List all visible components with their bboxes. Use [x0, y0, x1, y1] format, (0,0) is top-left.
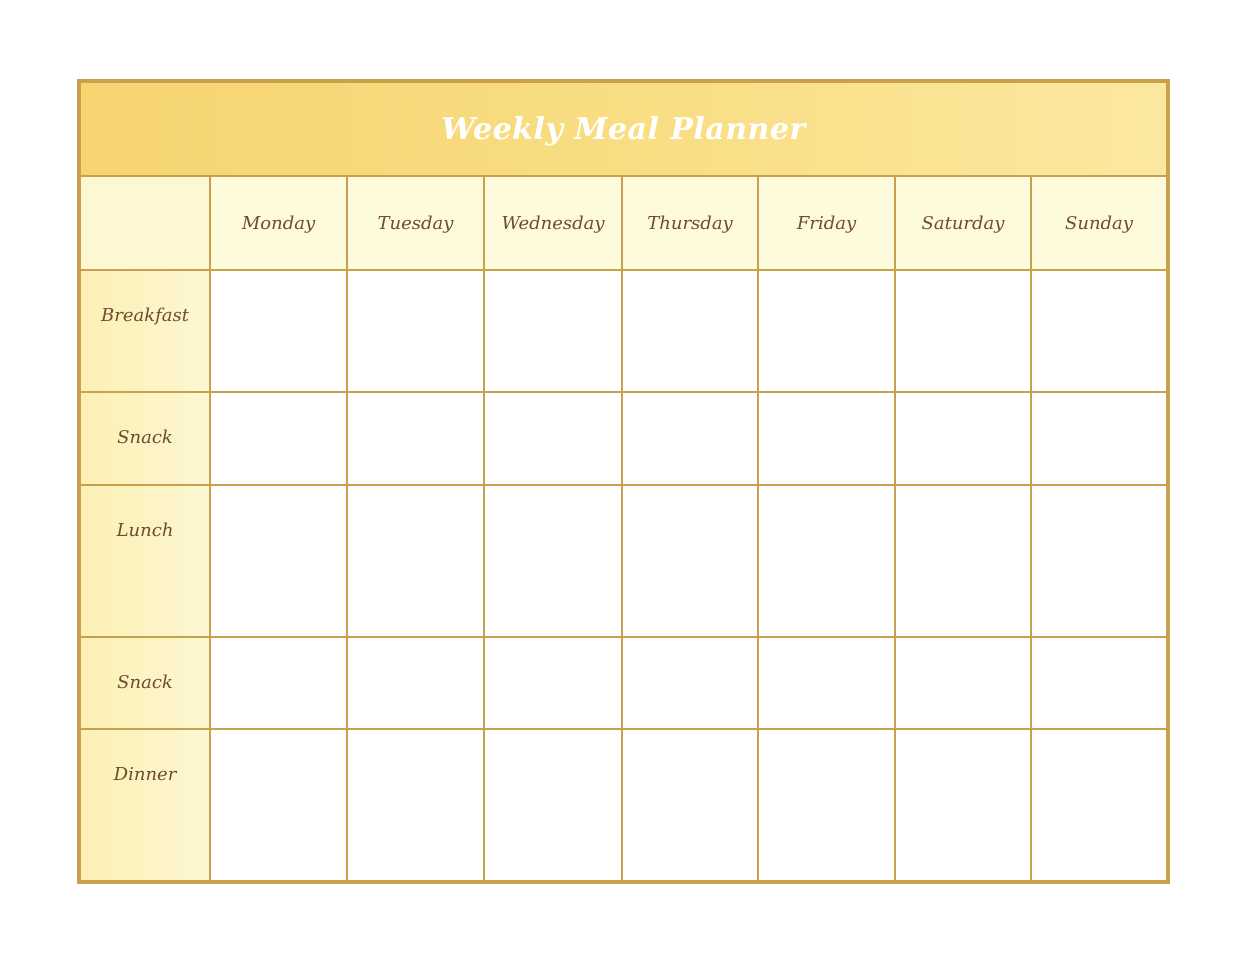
meal-entry-cell[interactable]	[623, 486, 759, 638]
meal-label: Lunch	[116, 520, 174, 541]
meal-entry-cell[interactable]	[348, 638, 485, 730]
meal-entry-cell[interactable]	[485, 271, 623, 393]
meal-row-label	[81, 271, 211, 393]
meal-entry-cell[interactable]	[211, 393, 348, 486]
meal-row-label	[81, 486, 211, 638]
meal-entry-cell[interactable]	[759, 638, 896, 730]
day-label: Sunday	[1065, 212, 1133, 234]
meal-label: Breakfast	[101, 305, 189, 326]
meal-entry-cell[interactable]	[759, 393, 896, 486]
meal-label: Snack	[117, 672, 173, 693]
meal-entry-cell[interactable]	[759, 730, 896, 880]
meal-entry-cell[interactable]	[623, 271, 759, 393]
meal-entry-cell[interactable]	[896, 271, 1032, 393]
meal-row-label	[81, 638, 211, 730]
planner-grid	[81, 177, 1166, 880]
day-header	[759, 177, 896, 271]
day-label: Thursday	[647, 212, 733, 234]
meal-entry-cell[interactable]	[623, 638, 759, 730]
meal-entry-cell[interactable]	[896, 393, 1032, 486]
day-header	[1032, 177, 1166, 271]
meal-label: Dinner	[113, 764, 177, 785]
meal-entry-cell[interactable]	[348, 486, 485, 638]
day-label: Friday	[796, 212, 857, 234]
meal-entry-cell[interactable]	[896, 638, 1032, 730]
day-header	[896, 177, 1032, 271]
meal-entry-cell[interactable]	[485, 486, 623, 638]
day-header	[211, 177, 348, 271]
meal-entry-cell[interactable]	[623, 393, 759, 486]
planner-title: Weekly Meal Planner	[441, 111, 806, 147]
meal-entry-cell[interactable]	[896, 486, 1032, 638]
meal-entry-cell[interactable]	[348, 271, 485, 393]
day-label: Saturday	[921, 212, 1005, 234]
meal-entry-cell[interactable]	[759, 486, 896, 638]
meal-row-label	[81, 730, 211, 880]
meal-entry-cell[interactable]	[1032, 730, 1166, 880]
meal-entry-cell[interactable]	[896, 730, 1032, 880]
day-label: Monday	[241, 212, 316, 234]
meal-planner	[77, 79, 1170, 884]
meal-entry-cell[interactable]	[211, 638, 348, 730]
day-label: Tuesday	[377, 212, 454, 234]
day-header	[348, 177, 485, 271]
meal-entry-cell[interactable]	[211, 271, 348, 393]
meal-entry-cell[interactable]	[348, 393, 485, 486]
meal-entry-cell[interactable]	[485, 393, 623, 486]
meal-entry-cell[interactable]	[1032, 271, 1166, 393]
corner-cell	[81, 177, 211, 271]
meal-entry-cell[interactable]	[485, 730, 623, 880]
day-header	[623, 177, 759, 271]
meal-entry-cell[interactable]	[1032, 638, 1166, 730]
day-header	[485, 177, 623, 271]
meal-entry-cell[interactable]	[485, 638, 623, 730]
title-bar	[81, 83, 1166, 177]
meal-label: Snack	[117, 427, 173, 448]
meal-entry-cell[interactable]	[759, 271, 896, 393]
meal-row-label	[81, 393, 211, 486]
day-label: Wednesday	[501, 212, 605, 234]
meal-entry-cell[interactable]	[1032, 486, 1166, 638]
meal-entry-cell[interactable]	[348, 730, 485, 880]
meal-entry-cell[interactable]	[623, 730, 759, 880]
meal-entry-cell[interactable]	[211, 730, 348, 880]
meal-entry-cell[interactable]	[211, 486, 348, 638]
meal-entry-cell[interactable]	[1032, 393, 1166, 486]
